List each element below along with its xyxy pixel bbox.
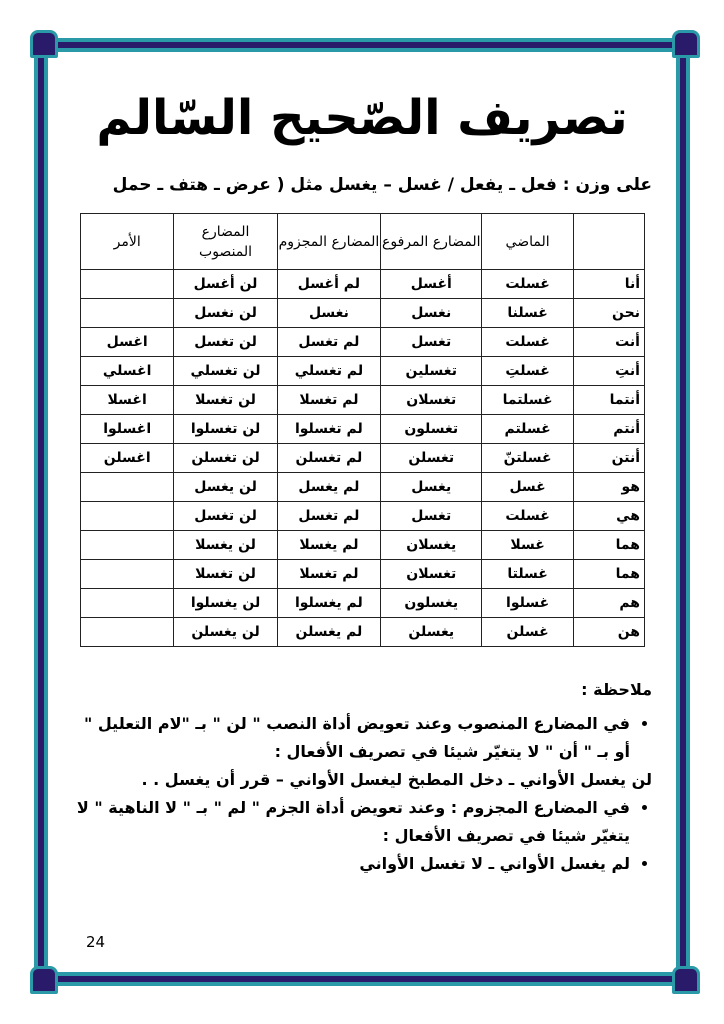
- header-present-jussive: المضارع المجزوم: [277, 214, 380, 270]
- page-number: 24: [86, 933, 106, 951]
- cell-madi: غسلتما: [482, 386, 573, 415]
- cell-marfu: نغسل: [381, 299, 482, 328]
- cell-majzum: لم يغسلن: [277, 618, 380, 647]
- cell-marfu: يغسلن: [381, 618, 482, 647]
- cell-madi: غسلن: [482, 618, 573, 647]
- page-title: تصريف الصّحيح السّالم: [96, 90, 628, 146]
- cell-marfu: تغسلون: [381, 415, 482, 444]
- table-row: [81, 328, 645, 357]
- cell-amr: [81, 531, 174, 560]
- cell-marfu: تغسلان: [381, 560, 482, 589]
- cell-majzum: لم تغسلوا: [277, 415, 380, 444]
- header-present-indicative: المضارع المرفوع: [381, 214, 482, 270]
- cell-amr: [81, 618, 174, 647]
- cell-pronoun: أنتن: [573, 444, 644, 473]
- cell-majzum: لم تغسلا: [277, 386, 380, 415]
- page-border-bottom: [40, 972, 684, 986]
- cell-madi: غسلتا: [482, 560, 573, 589]
- page-border-top: [40, 38, 684, 52]
- cell-majzum: لم تغسل: [277, 502, 380, 531]
- cell-mansub: لن يغسلن: [174, 618, 277, 647]
- cell-madi: غسلنا: [482, 299, 573, 328]
- cell-pronoun: أنتما: [573, 386, 644, 415]
- table-row: [81, 386, 645, 415]
- header-present-subjunctive: المضارع المنصوب: [174, 214, 277, 270]
- header-past: الماضي: [482, 214, 573, 270]
- border-corner-ornament: [672, 966, 700, 994]
- cell-madi: غسلتِ: [482, 357, 573, 386]
- table-row: [81, 502, 645, 531]
- cell-mansub: لن نغسل: [174, 299, 277, 328]
- cell-amr: [81, 560, 174, 589]
- cell-marfu: تغسلن: [381, 444, 482, 473]
- cell-madi: غسلت: [482, 502, 573, 531]
- cell-mansub: لن تغسل: [174, 328, 277, 357]
- header-pronoun: [573, 214, 644, 270]
- notes-label: ملاحظة :: [581, 680, 652, 699]
- cell-amr: [81, 473, 174, 502]
- cell-marfu: يغسل: [381, 473, 482, 502]
- cell-marfu: أغسل: [381, 270, 482, 299]
- note-item: • في المضارع المجزوم : وعند تعويض أداة الجزم " لم " بـ " لا الناهية " لا يتغيّر شيئا في تصريف الأفعال :: [72, 794, 630, 850]
- cell-amr: اغسل: [81, 328, 174, 357]
- cell-amr: اغسلن: [81, 444, 174, 473]
- cell-mansub: لن يغسل: [174, 473, 277, 502]
- cell-marfu: تغسل: [381, 502, 482, 531]
- cell-pronoun: هما: [573, 531, 644, 560]
- cell-marfu: يغسلان: [381, 531, 482, 560]
- cell-marfu: تغسلان: [381, 386, 482, 415]
- notes-list: [72, 794, 652, 878]
- cell-amr: [81, 270, 174, 299]
- cell-pronoun: أنت: [573, 328, 644, 357]
- cell-majzum: لم تغسلن: [277, 444, 380, 473]
- cell-amr: [81, 589, 174, 618]
- cell-majzum: لم تغسلا: [277, 560, 380, 589]
- cell-majzum: لم تغسلي: [277, 357, 380, 386]
- conjugation-table: [80, 213, 645, 647]
- cell-majzum: نغسل: [277, 299, 380, 328]
- cell-pronoun: هم: [573, 589, 644, 618]
- cell-pronoun: أنتِ: [573, 357, 644, 386]
- table-row: [81, 357, 645, 386]
- cell-mansub: لن أغسل: [174, 270, 277, 299]
- cell-mansub: لن تغسلا: [174, 386, 277, 415]
- cell-majzum: لم يغسلوا: [277, 589, 380, 618]
- verb-pattern-subtitle: على وزن : فعل ـ يفعل / غسل – يغسل مثل ( عرض ـ هتف ـ حمل: [112, 175, 652, 195]
- table-row: [81, 473, 645, 502]
- cell-majzum: لم يغسل: [277, 473, 380, 502]
- cell-mansub: لن تغسلا: [174, 560, 277, 589]
- cell-madi: غسلتنّ: [482, 444, 573, 473]
- header-imperative: الأمر: [81, 214, 174, 270]
- table-body: [81, 270, 645, 647]
- cell-amr: اغسلا: [81, 386, 174, 415]
- table-row: [81, 531, 645, 560]
- cell-mansub: لن تغسلوا: [174, 415, 277, 444]
- table-row: [81, 444, 645, 473]
- cell-amr: اغسلي: [81, 357, 174, 386]
- table-row: [81, 270, 645, 299]
- cell-majzum: لم يغسلا: [277, 531, 380, 560]
- cell-mansub: لن تغسل: [174, 502, 277, 531]
- border-corner-ornament: [672, 30, 700, 58]
- cell-madi: غسل: [482, 473, 573, 502]
- notes-section: [72, 676, 652, 878]
- cell-madi: غسلا: [482, 531, 573, 560]
- note-item: • لم يغسل الأواني ـ لا تغسل الأواني: [72, 850, 630, 878]
- page-border-left: [34, 38, 48, 986]
- cell-madi: غسلت: [482, 270, 573, 299]
- cell-mansub: لن يغسلوا: [174, 589, 277, 618]
- cell-madi: غسلوا: [482, 589, 573, 618]
- cell-pronoun: هن: [573, 618, 644, 647]
- note-example: لن يغسل الأواني ـ دخل المطبخ ليغسل الأواني – قرر أن يغسل . .: [141, 770, 652, 789]
- border-corner-ornament: [30, 30, 58, 58]
- cell-pronoun: هو: [573, 473, 644, 502]
- cell-amr: [81, 502, 174, 531]
- cell-marfu: يغسلون: [381, 589, 482, 618]
- cell-pronoun: نحن: [573, 299, 644, 328]
- table-row: [81, 299, 645, 328]
- cell-amr: اغسلوا: [81, 415, 174, 444]
- cell-mansub: لن تغسلي: [174, 357, 277, 386]
- cell-majzum: لم أغسل: [277, 270, 380, 299]
- cell-mansub: لن تغسلن: [174, 444, 277, 473]
- notes-list: [72, 710, 652, 766]
- cell-marfu: تغسل: [381, 328, 482, 357]
- table-row: [81, 415, 645, 444]
- table-row: [81, 589, 645, 618]
- table-row: [81, 618, 645, 647]
- cell-marfu: تغسلين: [381, 357, 482, 386]
- border-corner-ornament: [30, 966, 58, 994]
- cell-madi: غسلتم: [482, 415, 573, 444]
- cell-mansub: لن يغسلا: [174, 531, 277, 560]
- cell-pronoun: هي: [573, 502, 644, 531]
- cell-amr: [81, 299, 174, 328]
- cell-pronoun: أنتم: [573, 415, 644, 444]
- cell-madi: غسلت: [482, 328, 573, 357]
- cell-pronoun: هما: [573, 560, 644, 589]
- cell-majzum: لم تغسل: [277, 328, 380, 357]
- table-header-row: [81, 214, 645, 270]
- note-item: • في المضارع المنصوب وعند تعويض أداة النصب " لن " بـ "لام التعليل " أو بـ " أن " لا يتغيّر شيئا في تصريف الأفعال :: [72, 710, 630, 766]
- table-row: [81, 560, 645, 589]
- cell-pronoun: أنا: [573, 270, 644, 299]
- page-border-right: [676, 38, 690, 986]
